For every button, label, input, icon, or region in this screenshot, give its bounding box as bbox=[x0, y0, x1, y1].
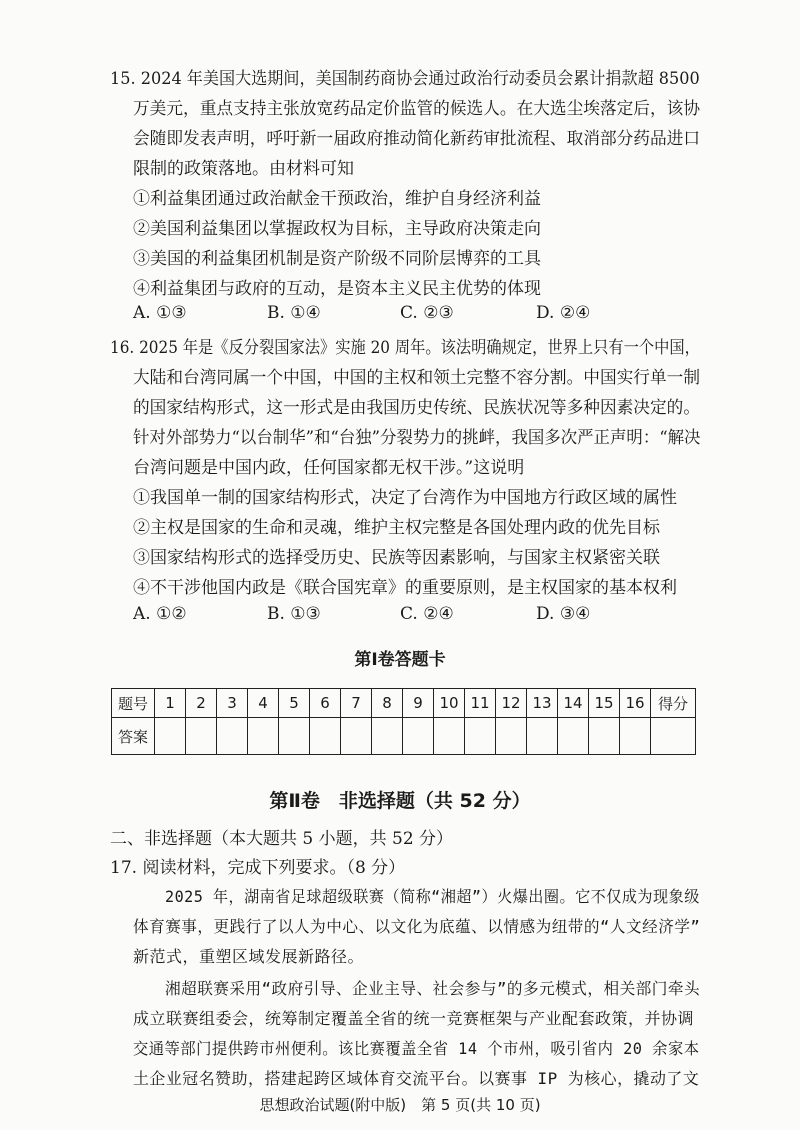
option-a[interactable]: A. ①③ bbox=[133, 303, 187, 323]
question-number-cell: 10 bbox=[434, 689, 465, 718]
option-d[interactable]: D. ③④ bbox=[536, 604, 591, 624]
q16-stem-line: 的国家结构形式，这一形式是由我国历史传统、民族状况等多种因素决定的。 bbox=[133, 398, 701, 418]
score-label: 得分 bbox=[651, 689, 696, 718]
question-number-cell: 13 bbox=[527, 689, 558, 718]
answer-cell[interactable] bbox=[403, 718, 434, 755]
answer-cell[interactable] bbox=[434, 718, 465, 755]
question-number-cell: 9 bbox=[403, 689, 434, 718]
question-number-cell: 1 bbox=[155, 689, 186, 718]
question-number-cell: 7 bbox=[341, 689, 372, 718]
q15-stem-line: 限制的政策落地。由材料可知 bbox=[133, 159, 354, 179]
q15-stem-line: 万美元，重点支持主张放宽药品定价监管的候选人。在大选尘埃落定后，该协 bbox=[133, 99, 701, 119]
material-line: 成立联赛组委会，统筹制定覆盖全省的统一竞赛框架与产业配套政策，并协调 bbox=[133, 1009, 695, 1028]
q16-item: ①我国单一制的国家结构形式，决定了台湾作为中国地方行政区域的属性 bbox=[133, 488, 677, 508]
material-line: 2025 年，湖南省足球超级联赛（简称“湘超”）火爆出圈。它不仅成为现象级 bbox=[165, 887, 700, 906]
q16-stem-line: 台湾问题是中国内政，任何国家都无权干涉。”这说明 bbox=[133, 458, 525, 478]
question-number-cell: 16 bbox=[620, 689, 651, 718]
q15-item: ③美国的利益集团机制是资产阶级不同阶层博弈的工具 bbox=[133, 249, 541, 269]
q16-stem-line: 针对外部势力“以台制华”和“台独”分裂势力的挑衅，我国多次严正声明：“解决 bbox=[133, 428, 701, 448]
row-label: 题号 bbox=[112, 689, 155, 718]
material-line: 湘超联赛采用“政府引导、企业主导、社会参与”的多元模式，相关部门牵头 bbox=[165, 979, 701, 998]
question-number-cell: 4 bbox=[248, 689, 279, 718]
material-line: 交通等部门提供跨市州便利。该比赛覆盖全省 14 个市州，吸引省内 20 余家本 bbox=[133, 1039, 700, 1058]
material-line: 体育赛事，更践行了以人为中心、以文化为底蕴、以情感为纽带的“人文经济学” bbox=[133, 917, 701, 936]
question-number-cell: 11 bbox=[465, 689, 496, 718]
answer-card-answer-row bbox=[112, 718, 696, 755]
answer-cell[interactable] bbox=[248, 718, 279, 755]
question-number-cell: 6 bbox=[310, 689, 341, 718]
option-a[interactable]: A. ①② bbox=[133, 604, 187, 624]
q16-stem-line: 大陆和台湾同属一个中国，中国的主权和领土完整不容分割。中国实行单一制 bbox=[133, 368, 701, 388]
q15-stem-line: 15. 2024 年美国大选期间，美国制药商协会通过政治行动委员会累计捐款超 8500 bbox=[110, 69, 700, 89]
answer-cell[interactable] bbox=[465, 718, 496, 755]
answer-cell[interactable] bbox=[341, 718, 372, 755]
question-number-cell: 8 bbox=[372, 689, 403, 718]
answer-cell[interactable] bbox=[496, 718, 527, 755]
question-number-cell: 15 bbox=[589, 689, 620, 718]
answer-cell[interactable] bbox=[589, 718, 620, 755]
page-footer: 思想政治试题(附中版) 第 5 页(共 10 页) bbox=[259, 1096, 541, 1114]
answer-cell[interactable] bbox=[279, 718, 310, 755]
answer-cell[interactable] bbox=[372, 718, 403, 755]
q17-heading: 17. 阅读材料，完成下列要求。（8 分） bbox=[110, 858, 406, 878]
answer-cell[interactable] bbox=[527, 718, 558, 755]
answer-card-number-row bbox=[112, 689, 696, 718]
material-line: 土企业冠名赞助，搭建起跨区域体育交流平台。以赛事 IP 为核心，撬动了文 bbox=[133, 1069, 700, 1088]
answer-cell[interactable] bbox=[620, 718, 651, 755]
question-number-cell: 12 bbox=[496, 689, 527, 718]
question-number-cell: 3 bbox=[217, 689, 248, 718]
answer-card-title: 第Ⅰ卷答题卡 bbox=[354, 650, 446, 670]
score-cell[interactable] bbox=[651, 718, 696, 755]
q16-item: ②主权是国家的生命和灵魂，维护主权完整是各国处理内政的优先目标 bbox=[133, 518, 660, 538]
answer-cell[interactable] bbox=[217, 718, 248, 755]
answer-cell[interactable] bbox=[186, 718, 217, 755]
section-heading: 二、非选择题（本大题共 5 小题，共 52 分） bbox=[110, 829, 454, 849]
q16-stem-line: 16. 2025 年是《反分裂国家法》实施 20 周年。该法明确规定，世界上只有一个中国， bbox=[110, 338, 700, 358]
material-line: 新范式，重塑区域发展新路径。 bbox=[133, 947, 365, 966]
answer-cell[interactable] bbox=[558, 718, 589, 755]
q15-stem-line: 会随即发表声明，呼吁新一届政府推动简化新药审批流程、取消部分药品进口 bbox=[133, 129, 701, 149]
answer-cell[interactable] bbox=[155, 718, 186, 755]
q15-item: ①利益集团通过政治献金干预政治，维护自身经济利益 bbox=[133, 189, 541, 209]
q15-item: ④利益集团与政府的互动，是资本主义民主优势的体现 bbox=[133, 279, 541, 299]
answer-card-table bbox=[111, 688, 696, 755]
q15-item: ②美国利益集团以掌握政权为目标，主导政府决策走向 bbox=[133, 219, 541, 239]
option-c[interactable]: C. ②④ bbox=[400, 604, 454, 624]
option-b[interactable]: B. ①④ bbox=[267, 303, 321, 323]
option-d[interactable]: D. ②④ bbox=[536, 303, 591, 323]
question-number-cell: 5 bbox=[279, 689, 310, 718]
row-label: 答案 bbox=[112, 718, 155, 755]
question-number-cell: 14 bbox=[558, 689, 589, 718]
option-b[interactable]: B. ①③ bbox=[267, 604, 321, 624]
option-c[interactable]: C. ②③ bbox=[400, 303, 454, 323]
answer-cell[interactable] bbox=[310, 718, 341, 755]
q16-item: ③国家结构形式的选择受历史、民族等因素影响，与国家主权紧密关联 bbox=[133, 548, 660, 568]
question-number-cell: 2 bbox=[186, 689, 217, 718]
q16-item: ④不干涉他国内政是《联合国宪章》的重要原则，是主权国家的基本权利 bbox=[133, 578, 677, 598]
part2-title: 第Ⅱ卷 非选择题（共 52 分） bbox=[269, 790, 531, 812]
